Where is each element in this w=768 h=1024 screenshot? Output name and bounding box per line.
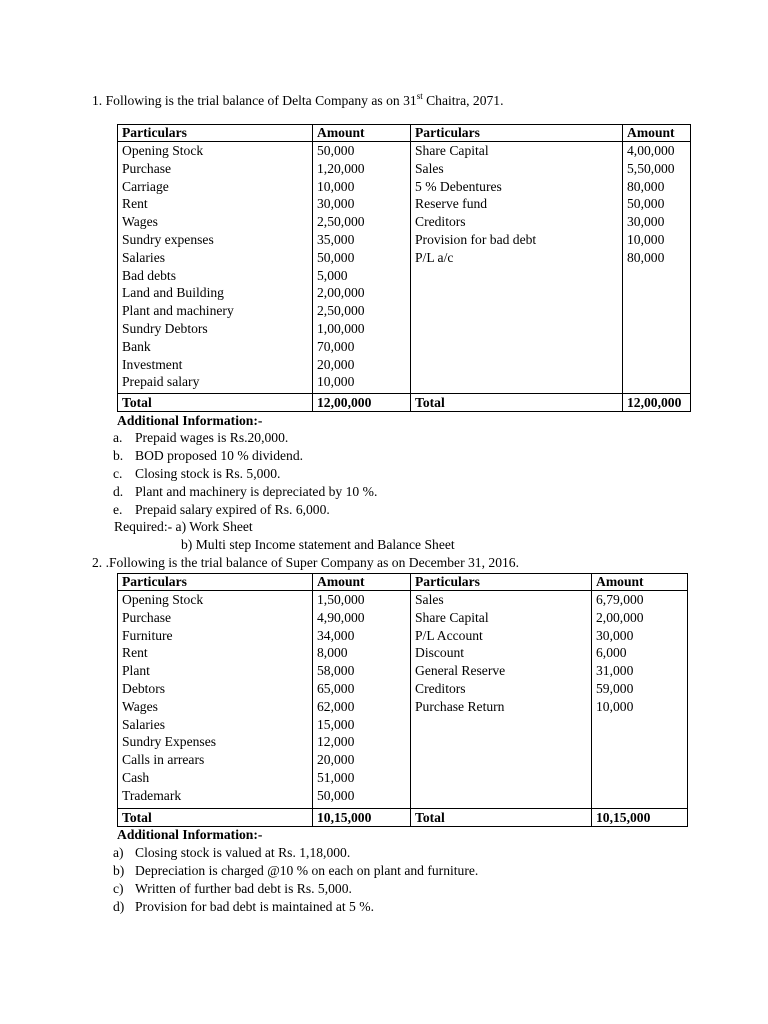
q2-debit-item-name: Wages: [122, 698, 158, 714]
q1-additional-item: [113, 501, 330, 519]
q2-debit-item-amount: 51,000: [317, 769, 355, 785]
q2-header-row: [118, 574, 688, 591]
q2-debit-amounts: [317, 591, 410, 805]
q1-title: [92, 91, 504, 108]
q2-debit-item-amount: 20,000: [317, 752, 355, 768]
q1-debit-item-name: Purchase: [122, 160, 172, 176]
q1-debit-item-amount: 10,000: [317, 178, 355, 194]
q2-debit-item-name: Plant: [122, 663, 150, 679]
q1-credit-item-amount: 10,000: [627, 231, 665, 247]
q1-debit-item-amount: 20,000: [317, 356, 355, 372]
q2-debit-item-amount: 58,000: [317, 663, 355, 679]
q1-debit-item-name: Wages: [122, 214, 158, 230]
q1-additional-item-text: Prepaid salary expired of Rs. 6,000.: [135, 502, 330, 517]
q2-credit-item-name: Share Capital: [415, 609, 489, 625]
q1-total-label-dr: Total: [118, 394, 313, 412]
q2-additional-item: [113, 898, 374, 916]
q1-additional-item: [113, 447, 303, 465]
q1-credit-item-name: Sales: [415, 160, 444, 176]
q2-debit-item-amount: 62,000: [317, 698, 355, 714]
q1-debit-item-name: Prepaid salary: [122, 374, 200, 390]
q1-additional-item-text: Closing stock is Rs. 5,000.: [135, 466, 281, 481]
q2-total-row: [118, 809, 688, 827]
q2-credit-item-amount: 6,000: [596, 645, 627, 661]
q1-header-row: [118, 125, 691, 142]
q1-total-debit: 12,00,000: [313, 394, 411, 412]
q2-body-row: [118, 591, 688, 809]
q2-debit-names: [122, 591, 312, 805]
q1-additional-item: [113, 429, 288, 447]
q2-credit-item-name: Creditors: [415, 680, 466, 696]
q1-additional-item: [113, 483, 377, 501]
q2-total-debit: 10,15,000: [313, 809, 411, 827]
q2-debit-item-name: Furniture: [122, 627, 173, 643]
q1-additional-item-label: c.: [113, 466, 123, 481]
q1-additional-item-text: BOD proposed 10 % dividend.: [135, 448, 304, 463]
q1-credit-item-amount: 80,000: [627, 178, 665, 194]
q2-credit-amounts: [596, 591, 687, 716]
q2-credit-item-amount: 10,000: [596, 698, 634, 714]
q1-header-amount-cr: Amount: [623, 125, 691, 142]
q2-additional-item: [113, 880, 352, 898]
q2-debit-item-name: Cash: [122, 769, 150, 785]
q1-additional-item-label: a.: [113, 430, 123, 445]
q1-debit-item-name: Land and Building: [122, 285, 224, 301]
q1-credit-names: [415, 142, 622, 267]
q2-additional-item: [113, 862, 478, 880]
q2-credit-item-name: Purchase Return: [415, 698, 505, 714]
q2-additional-item-label: b): [113, 863, 125, 878]
q1-debit-item-name: Carriage: [122, 178, 169, 194]
q2-debit-item-amount: 1,50,000: [317, 592, 365, 607]
q1-required-line2: b) Multi step Income statement and Balance Sheet: [181, 537, 455, 552]
q1-additional-heading: Additional Information:-: [117, 413, 263, 428]
q2-debit-item-amount: 8,000: [317, 645, 348, 661]
q2-debit-item-amount: 15,000: [317, 716, 355, 732]
q2-debit-item-name: Purchase: [122, 609, 172, 625]
q2-additional-item-label: d): [113, 899, 125, 914]
q2-additional-item-text: Written of further bad debt is Rs. 5,000.: [135, 881, 352, 896]
q1-body-row: [118, 142, 691, 394]
q1-debit-item-amount: 50,000: [317, 249, 355, 265]
q2-debit-item-name: Trademark: [122, 787, 182, 803]
q2-additional-item-label: a): [113, 845, 124, 860]
q1-additional-item-text: Prepaid wages is Rs.20,000.: [135, 430, 289, 445]
q1-total-label-cr: Total: [411, 394, 623, 412]
q2-debit-item-name: Opening Stock: [122, 592, 204, 607]
q1-credit-item-name: Creditors: [415, 214, 466, 230]
q1-debit-item-name: Bank: [122, 338, 151, 354]
q1-debit-item-amount: 5,000: [317, 267, 348, 283]
q1-credit-item-amount: 50,000: [627, 196, 665, 212]
q2-additional-item-label: c): [113, 881, 124, 896]
q1-required-line1: Required:- a) Work Sheet: [114, 519, 253, 534]
q1-credit-item-amount: 80,000: [627, 249, 665, 265]
q2-total-label-dr: Total: [118, 809, 313, 827]
q1-credit-item-amount: 30,000: [627, 214, 665, 230]
q1-credit-item-name: Reserve fund: [415, 196, 488, 212]
q1-debit-item-amount: 30,000: [317, 196, 355, 212]
q2-debit-item-amount: 12,000: [317, 734, 355, 750]
q2-credit-names: [415, 591, 591, 716]
q1-debit-item-name: Salaries: [122, 249, 166, 265]
q2-trial-balance-table: [117, 573, 688, 827]
q2-debit-item-amount: 4,90,000: [317, 609, 365, 625]
q1-debit-item-amount: 1,00,000: [317, 320, 365, 336]
q2-debit-item-amount: 34,000: [317, 627, 355, 643]
q1-debit-amounts: [317, 142, 410, 391]
q2-credit-item-amount: 6,79,000: [596, 592, 644, 607]
q1-debit-item-amount: 1,20,000: [317, 160, 365, 176]
q1-credit-amounts: [627, 142, 690, 267]
q1-credit-item-name: 5 % Debentures: [415, 178, 502, 194]
q1-credit-item-amount: 5,50,000: [627, 160, 675, 176]
q2-debit-item-name: Debtors: [122, 680, 166, 696]
q2-debit-item-name: Salaries: [122, 716, 166, 732]
q1-additional-item-text: Plant and machinery is depreciated by 10 %.: [135, 484, 378, 499]
q1-additional-item-label: b.: [113, 448, 124, 463]
q2-total-label-cr: Total: [411, 809, 592, 827]
q1-title-date: Chaitra, 2071.: [422, 93, 504, 108]
q2-total-credit: 10,15,000: [592, 809, 688, 827]
q2-credit-item-name: General Reserve: [415, 663, 506, 679]
q2-header-particulars-dr: Particulars: [118, 574, 313, 591]
q2-credit-item-name: Sales: [415, 592, 444, 607]
q2-debit-item-name: Rent: [122, 645, 148, 661]
q1-credit-item-amount: 4,00,000: [627, 143, 675, 158]
q1-trial-balance-table: [117, 124, 691, 412]
q1-header-amount-dr: Amount: [313, 125, 411, 142]
q1-credit-item-name: P/L a/c: [415, 249, 454, 265]
q1-header-particulars-cr: Particulars: [411, 125, 623, 142]
q1-credit-item-name: Provision for bad debt: [415, 231, 537, 247]
q2-header-amount-cr: Amount: [592, 574, 688, 591]
q2-additional-item-text: Closing stock is valued at Rs. 1,18,000.: [135, 845, 351, 860]
q1-title-superscript: st: [416, 91, 423, 101]
q1-additional-item-label: e.: [113, 502, 123, 517]
q2-debit-item-amount: 50,000: [317, 787, 355, 803]
q2-credit-item-name: Discount: [415, 645, 465, 661]
q1-debit-item-name: Opening Stock: [122, 143, 204, 158]
q2-additional-item-text: Depreciation is charged @10 % on each on plant and furniture.: [135, 863, 479, 878]
q1-debit-item-amount: 10,000: [317, 374, 355, 390]
q1-additional-item: [113, 465, 280, 483]
q1-debit-item-name: Rent: [122, 196, 148, 212]
q1-debit-item-name: Plant and machinery: [122, 303, 234, 319]
q2-header-amount-dr: Amount: [313, 574, 411, 591]
q1-debit-item-amount: 2,00,000: [317, 285, 365, 301]
q2-credit-item-amount: 59,000: [596, 680, 634, 696]
q2-title: 2. .Following is the trial balance of Super Company as on December 31, 2016.: [92, 555, 519, 570]
q1-header-particulars-dr: Particulars: [118, 125, 313, 142]
q1-debit-item-name: Bad debts: [122, 267, 176, 283]
q2-credit-item-amount: 30,000: [596, 627, 634, 643]
q2-additional-item-text: Provision for bad debt is maintained at 5 %.: [135, 899, 374, 914]
q2-additional-item: [113, 844, 350, 862]
q1-debit-item-amount: 2,50,000: [317, 214, 365, 230]
q2-debit-item-name: Sundry Expenses: [122, 734, 217, 750]
q1-debit-item-name: Sundry Debtors: [122, 320, 208, 336]
q1-debit-item-amount: 50,000: [317, 143, 355, 158]
q2-header-particulars-cr: Particulars: [411, 574, 592, 591]
q1-debit-item-amount: 2,50,000: [317, 303, 365, 319]
q2-credit-item-name: P/L Account: [415, 627, 483, 643]
q1-title-text: 1. Following is the trial balance of Delta Company as on 31: [92, 93, 417, 108]
q1-debit-item-name: Investment: [122, 356, 183, 372]
q1-debit-item-amount: 35,000: [317, 231, 355, 247]
q2-credit-item-amount: 2,00,000: [596, 609, 644, 625]
q2-additional-heading: Additional Information:-: [117, 827, 263, 842]
q1-debit-item-name: Sundry expenses: [122, 231, 214, 247]
q1-total-credit: 12,00,000: [623, 394, 691, 412]
q2-debit-item-amount: 65,000: [317, 680, 355, 696]
q1-credit-item-name: Share Capital: [415, 143, 489, 158]
q1-debit-item-amount: 70,000: [317, 338, 355, 354]
q2-credit-item-amount: 31,000: [596, 663, 634, 679]
q1-additional-item-label: d.: [113, 484, 124, 499]
q2-debit-item-name: Calls in arrears: [122, 752, 205, 768]
q1-debit-names: [122, 142, 312, 391]
q1-total-row: [118, 394, 691, 412]
